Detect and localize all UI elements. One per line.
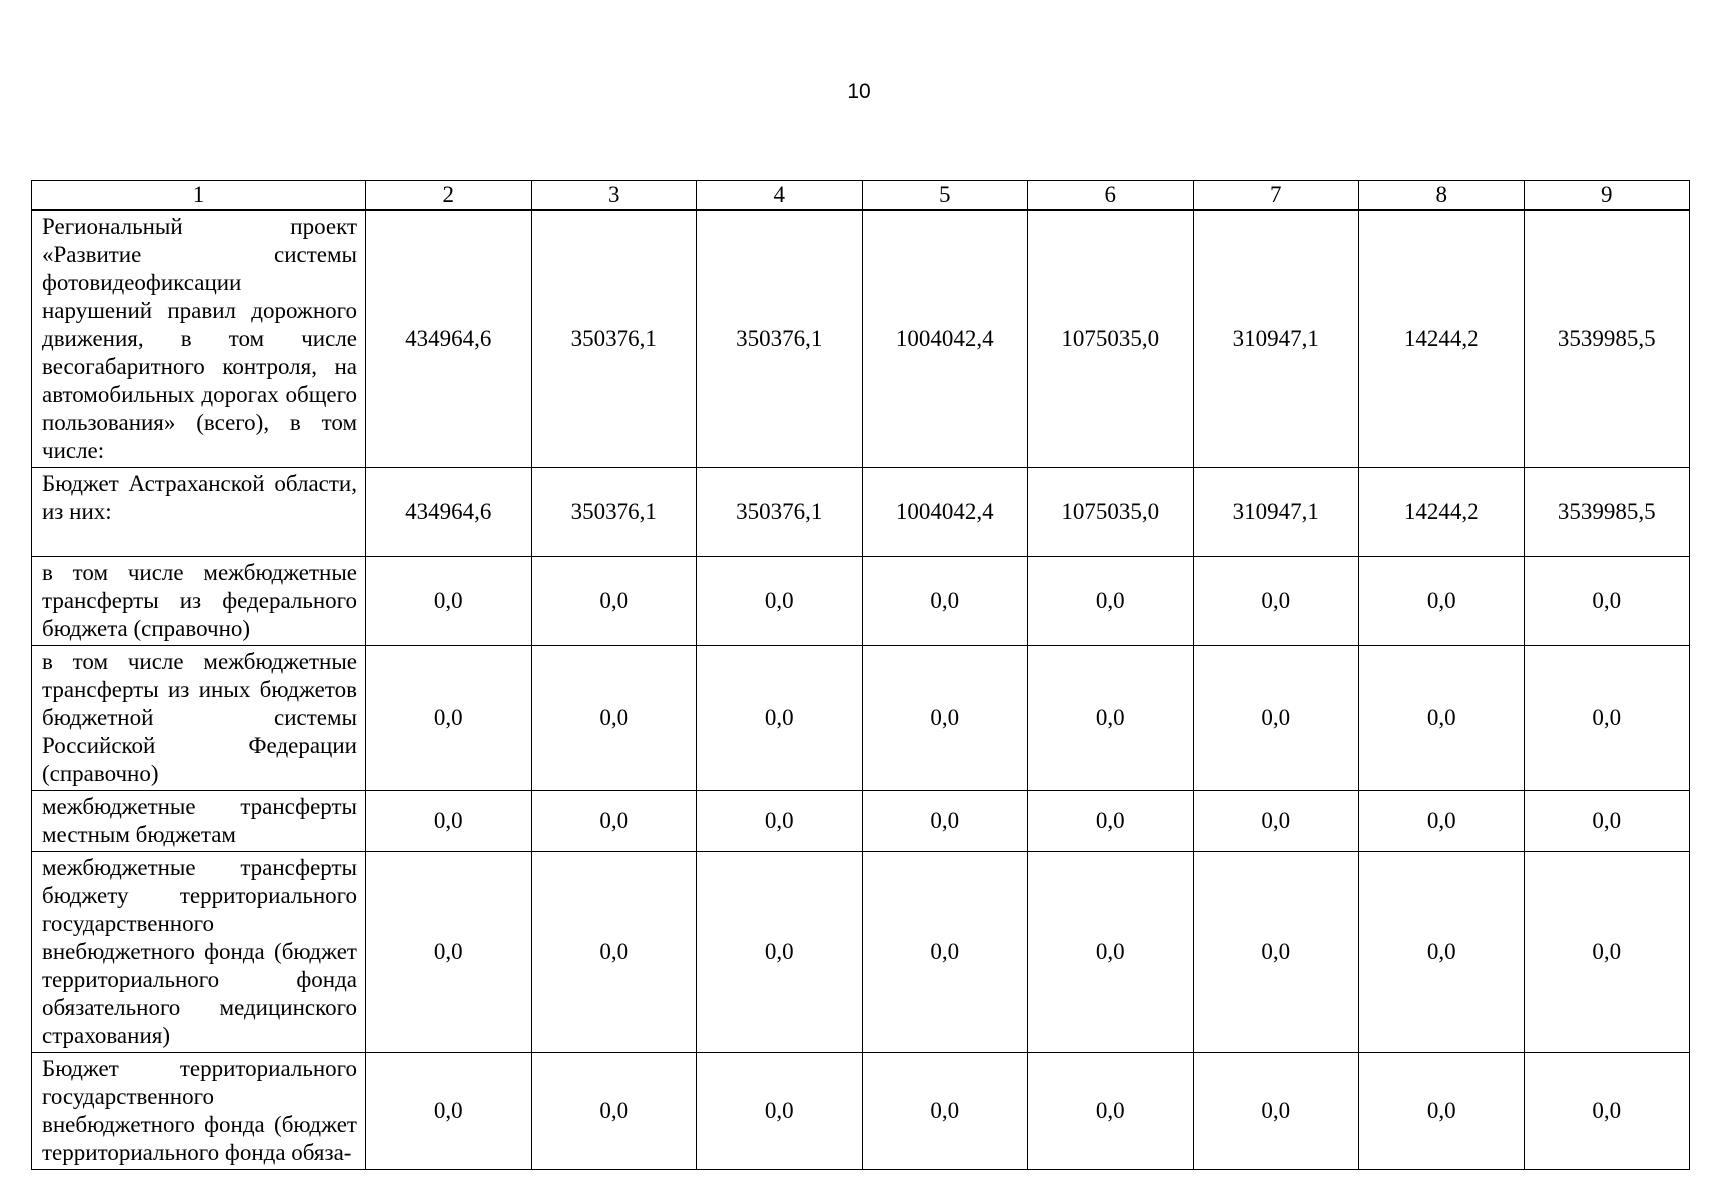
table-cell: 0,0 — [697, 791, 863, 852]
table-cell: 0,0 — [531, 852, 697, 1053]
row-label: Региональный проект «Развитие системы фотовидеофиксации нарушений правил дорожного движения, в том числе весогабаритного контроля, на автомобильных дорогах общего пользования» (всего), в том числе: — [32, 210, 366, 468]
row-label: в том числе межбюджетные трансферты из иных бюджетов бюджетной системы Российской Федерации (справочно) — [32, 646, 366, 791]
table-row — [32, 791, 1690, 852]
table-cell: 0,0 — [531, 646, 697, 791]
table-cell: 0,0 — [1359, 852, 1525, 1053]
column-header: 3 — [531, 181, 697, 211]
table-row — [32, 468, 1690, 557]
table-cell: 350376,1 — [531, 468, 697, 557]
column-header: 7 — [1193, 181, 1359, 211]
row-label: Бюджет Астраханской области, из них: — [32, 468, 366, 557]
table-cell: 0,0 — [1193, 557, 1359, 646]
table-cell: 310947,1 — [1193, 210, 1359, 468]
table-cell: 0,0 — [1193, 852, 1359, 1053]
table-cell: 0,0 — [1524, 791, 1690, 852]
table-cell: 0,0 — [1028, 557, 1194, 646]
table-cell: 310947,1 — [1193, 468, 1359, 557]
table-cell: 0,0 — [697, 646, 863, 791]
column-header: 4 — [697, 181, 863, 211]
column-header: 5 — [862, 181, 1028, 211]
column-header: 9 — [1524, 181, 1690, 211]
table-cell: 0,0 — [1193, 646, 1359, 791]
table-cell: 0,0 — [1193, 1053, 1359, 1170]
table-cell: 0,0 — [366, 791, 532, 852]
column-header: 6 — [1028, 181, 1194, 211]
table-cell: 1075035,0 — [1028, 210, 1194, 468]
header-row — [32, 181, 1690, 211]
table-cell: 350376,1 — [531, 210, 697, 468]
table-row — [32, 646, 1690, 791]
table-cell: 14244,2 — [1359, 210, 1525, 468]
table-cell: 0,0 — [531, 1053, 697, 1170]
table-cell: 1004042,4 — [862, 210, 1028, 468]
table-cell: 0,0 — [862, 646, 1028, 791]
table-cell: 0,0 — [1028, 852, 1194, 1053]
table-cell: 0,0 — [1524, 557, 1690, 646]
budget-table — [31, 180, 1690, 1170]
table-cell: 0,0 — [1524, 852, 1690, 1053]
table-cell: 14244,2 — [1359, 468, 1525, 557]
row-label: Бюджет территориального государственного внебюджетного фонда (бюджет территориального фонда обяза- — [32, 1053, 366, 1170]
page-number: 10 — [847, 80, 871, 103]
table-cell: 0,0 — [862, 1053, 1028, 1170]
table-cell: 0,0 — [697, 557, 863, 646]
table-cell: 0,0 — [697, 852, 863, 1053]
table-cell: 0,0 — [862, 791, 1028, 852]
table-row — [32, 852, 1690, 1053]
table-cell: 0,0 — [366, 852, 532, 1053]
table-row — [32, 557, 1690, 646]
table-cell: 0,0 — [1359, 557, 1525, 646]
table-cell: 0,0 — [1359, 1053, 1525, 1170]
row-label: межбюджетные трансферты бюджету территориального государственного внебюджетного фонда (бюджет территориального фонда обязательного медицинского страхования) — [32, 852, 366, 1053]
table-cell: 350376,1 — [697, 468, 863, 557]
table-cell: 434964,6 — [366, 210, 532, 468]
table-cell: 0,0 — [862, 557, 1028, 646]
table-cell: 1004042,4 — [862, 468, 1028, 557]
table-cell: 434964,6 — [366, 468, 532, 557]
table-cell: 0,0 — [1524, 1053, 1690, 1170]
table-cell: 0,0 — [1193, 791, 1359, 852]
table-cell: 0,0 — [1359, 646, 1525, 791]
table-cell: 350376,1 — [697, 210, 863, 468]
table-cell: 0,0 — [1524, 646, 1690, 791]
column-header: 8 — [1359, 181, 1525, 211]
table-cell: 1075035,0 — [1028, 468, 1194, 557]
table-cell: 0,0 — [366, 557, 532, 646]
row-label: межбюджетные трансферты местным бюджетам — [32, 791, 366, 852]
row-label: в том числе межбюджетные трансферты из федерального бюджета (справочно) — [32, 557, 366, 646]
table-cell: 0,0 — [862, 852, 1028, 1053]
table-cell: 0,0 — [1028, 791, 1194, 852]
table-cell: 0,0 — [1359, 791, 1525, 852]
table-cell: 0,0 — [697, 1053, 863, 1170]
table-cell: 0,0 — [366, 646, 532, 791]
table-cell: 0,0 — [1028, 1053, 1194, 1170]
column-header: 2 — [366, 181, 532, 211]
column-header: 1 — [32, 181, 366, 211]
table-cell: 0,0 — [1028, 646, 1194, 791]
table-cell: 0,0 — [366, 1053, 532, 1170]
table-cell: 3539985,5 — [1524, 468, 1690, 557]
table-cell: 0,0 — [531, 791, 697, 852]
table-row — [32, 210, 1690, 468]
table-cell: 0,0 — [531, 557, 697, 646]
table-cell: 3539985,5 — [1524, 210, 1690, 468]
table-row — [32, 1053, 1690, 1170]
